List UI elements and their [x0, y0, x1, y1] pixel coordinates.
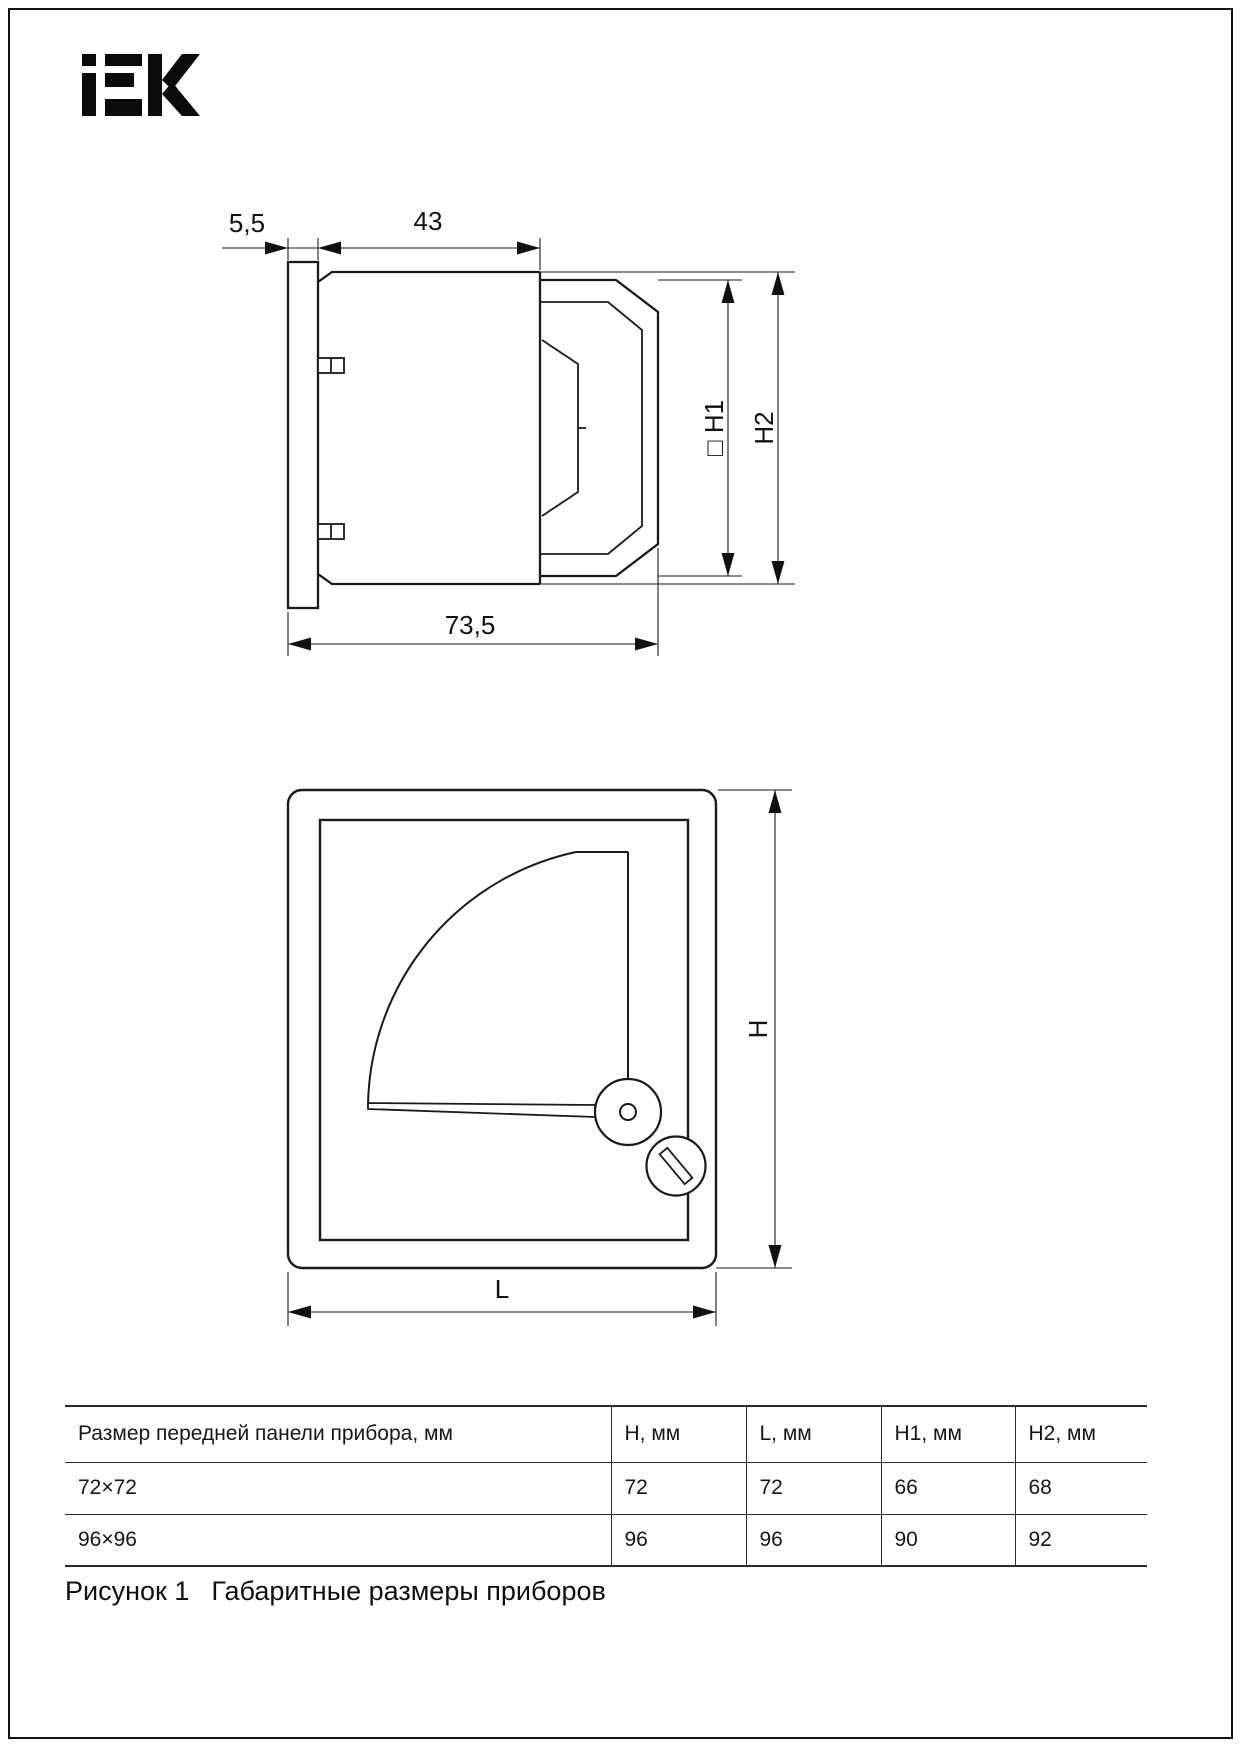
front-adjust-screw — [647, 1137, 706, 1196]
front-dial-window — [320, 820, 688, 1240]
cell-l: 96 — [746, 1514, 881, 1566]
side-window-recess — [542, 340, 586, 516]
dimensions-table — [65, 1405, 1147, 1567]
cell-l: 72 — [746, 1462, 881, 1514]
table-row — [65, 1462, 1147, 1514]
dim-label-width-l: L — [494, 1274, 510, 1304]
header-h: H, мм — [611, 1406, 746, 1462]
dim-label-total-depth: 73,5 — [444, 610, 496, 640]
cell-h1: 90 — [881, 1514, 1015, 1566]
cell-h2: 68 — [1015, 1462, 1147, 1514]
header-h1: H1, мм — [881, 1406, 1015, 1462]
side-mounting-clips — [318, 358, 344, 539]
cell-h: 72 — [611, 1462, 746, 1514]
side-case-body — [318, 272, 540, 584]
dim-label-h2: H2 — [749, 411, 779, 445]
dim-label-h1: □ H1 — [699, 399, 729, 457]
figure-caption-text: Габаритные размеры приборов — [211, 1576, 606, 1606]
table-header-row — [65, 1406, 1147, 1462]
cell-h: 96 — [611, 1514, 746, 1566]
cell-size: 96×96 — [78, 1527, 137, 1551]
cell-size: 72×72 — [78, 1476, 137, 1499]
cell-h2: 92 — [1015, 1514, 1147, 1566]
dim-label-panel-thickness: 5,5 — [228, 208, 266, 238]
side-panel-plate — [288, 262, 318, 608]
header-panel-size: Размер передней панели прибора, мм — [78, 1422, 453, 1446]
header-h2: H2, мм — [1015, 1406, 1147, 1462]
figure-caption-label: Рисунок 1 — [65, 1576, 190, 1606]
front-view-drawing — [288, 790, 792, 1326]
dim-label-case-depth: 43 — [413, 206, 443, 236]
front-needle-pivot — [595, 1079, 661, 1145]
header-l: L, мм — [746, 1406, 881, 1462]
figure-caption — [65, 1576, 606, 1607]
side-front-bezel — [540, 280, 658, 576]
cell-h1: 66 — [881, 1462, 1015, 1514]
table-row — [65, 1514, 1147, 1566]
dim-label-height-h: H — [743, 1019, 773, 1039]
